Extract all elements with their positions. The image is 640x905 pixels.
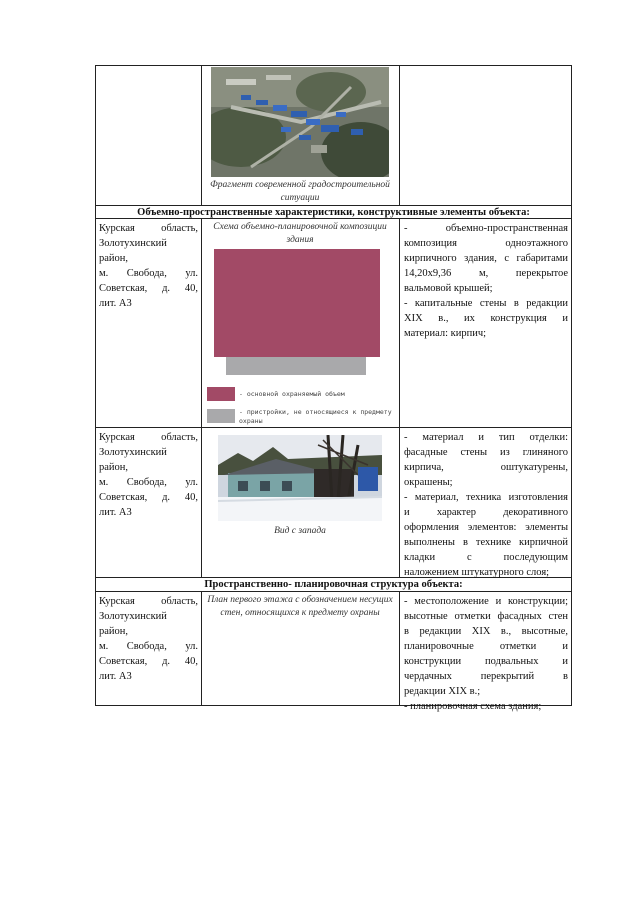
protected-volume-shape <box>214 249 380 357</box>
extension-shape <box>226 357 366 375</box>
address-line: лит. А3 <box>99 298 132 309</box>
description-line: высотные отметки фасадных стен <box>404 611 568 622</box>
aerial-photo-image <box>211 67 389 177</box>
row-divider-3 <box>95 427 572 428</box>
address-line: район, <box>99 462 129 473</box>
table-border-top <box>95 65 572 66</box>
col-divider-1b <box>201 218 202 577</box>
aerial-photo-caption: Фрагмент современной градостроительной ситуации <box>210 180 390 203</box>
description-line: XIX в., их конструкция и <box>404 313 568 324</box>
description-line: и характер декоративного <box>404 507 568 518</box>
description-line: наложением штукатурного слоя; <box>404 567 550 578</box>
col-divider-2a <box>399 65 400 205</box>
description-line: - объемно-пространственная <box>404 223 568 234</box>
row2-address <box>99 221 198 311</box>
table-border-left <box>95 65 96 705</box>
legend-swatch-extension <box>207 409 235 423</box>
plan-title: План первого этажа с обозначением несущих стен, относящихся к предмету охраны <box>207 595 393 618</box>
description-line: фасадные стены из глиняного <box>404 447 568 458</box>
address-line: Курская область, <box>99 596 198 607</box>
address-line: Советская, д. 40, <box>99 656 198 667</box>
row2-description <box>404 221 568 341</box>
description-line: планировочные отметки и <box>404 641 568 652</box>
col-divider-2b <box>399 218 400 577</box>
legend-swatch-protected <box>207 387 235 401</box>
description-line: - материал и тип отделки: <box>404 432 568 443</box>
section-title-planning: Пространственно- планировочная структура объекта: <box>204 579 463 590</box>
legend-label-protected: - основной охраняемый объем <box>239 390 345 398</box>
address-line: район, <box>99 253 129 264</box>
address-line: Золотухинский <box>99 238 167 249</box>
address-line: лит. А3 <box>99 507 132 518</box>
description-line: - капитальные стены в редакции <box>404 298 568 309</box>
description-line: вальмовой крышей; <box>404 283 493 294</box>
description-line: кирпича, оштукатурены, <box>404 462 568 473</box>
description-line: выполнены в технике кирпичной <box>404 537 568 548</box>
west-view-caption: Вид с запада <box>274 526 326 536</box>
address-line: Курская область, <box>99 432 198 443</box>
row4-description <box>404 594 568 714</box>
description-line: конструкции подвальных и <box>404 656 568 667</box>
col-divider-1a <box>201 65 202 205</box>
description-line: композиция одноэтажного <box>404 238 568 249</box>
description-line: материал: кирпич; <box>404 328 487 339</box>
description-line: редакции XIX в.; <box>404 686 481 697</box>
aerial-photo <box>211 67 389 177</box>
description-line: окрашены; <box>404 477 453 488</box>
description-line: в редакции XIX в., высотные, <box>404 626 568 637</box>
address-line: Советская, д. 40, <box>99 283 198 294</box>
description-line: 14,20х9,36 м, перекрытое <box>404 268 568 279</box>
description-line: - материал, техника изготовления <box>404 492 568 503</box>
table-border-right <box>571 65 572 705</box>
address-line: Золотухинский <box>99 611 167 622</box>
address-line: Советская, д. 40, <box>99 492 198 503</box>
description-line: чердачных перекрытий в <box>404 671 568 682</box>
description-line: кладки с последующим <box>404 552 568 563</box>
west-view-photo <box>218 435 382 521</box>
address-line: Курская область, <box>99 223 198 234</box>
scheme-title: Схема объемно-планировочной композиции здания <box>213 222 387 245</box>
address-line: м. Свобода, ул. <box>99 641 198 652</box>
col-divider-2c <box>399 591 400 705</box>
scheme-drawing <box>214 249 388 377</box>
description-line: оформления элементов: элементы <box>404 522 568 533</box>
address-line: Золотухинский <box>99 447 167 458</box>
west-view-photo-image <box>218 435 382 521</box>
description-line: - планировочная схема здания; <box>404 701 542 712</box>
row3-description <box>404 430 568 580</box>
description-line: кирпичного здания, с габаритами <box>404 253 568 264</box>
document-table <box>95 65 572 712</box>
address-line: м. Свобода, ул. <box>99 268 198 279</box>
col-divider-1c <box>201 591 202 705</box>
row3-address <box>99 430 198 520</box>
description-line: - местоположение и конструкции; <box>404 596 568 607</box>
section-title-volumetric: Объемно-пространственные характеристики, конструктивные элементы объекта: <box>137 207 530 218</box>
address-line: район, <box>99 626 129 637</box>
address-line: лит. А3 <box>99 671 132 682</box>
legend-label-extension: - пристройки, не относящиеся к предмету охраны <box>239 408 392 425</box>
address-line: м. Свобода, ул. <box>99 477 198 488</box>
row4-address <box>99 594 198 684</box>
